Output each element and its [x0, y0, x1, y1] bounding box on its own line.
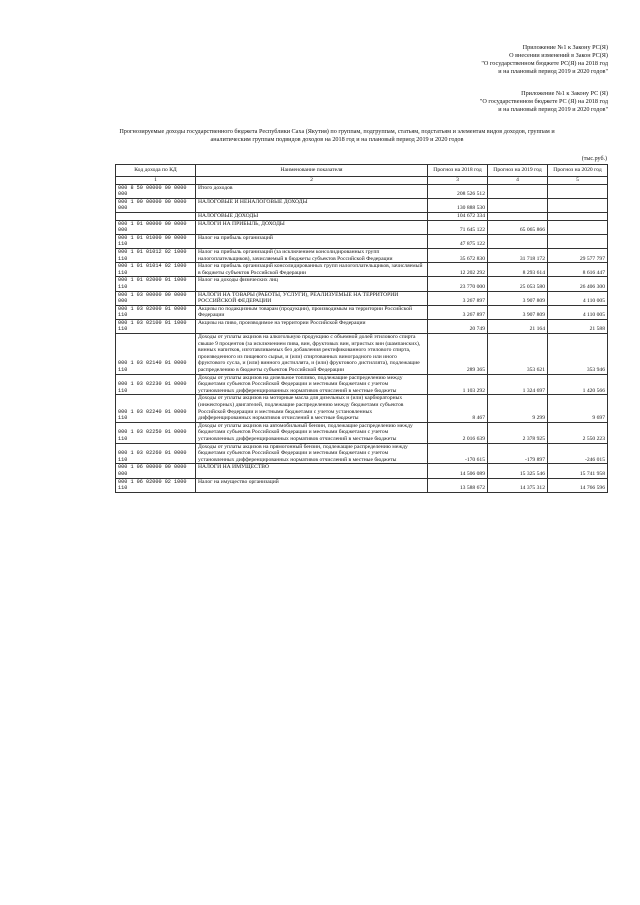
cell-name: Доходы от уплаты акцизов на дизельное топливо, подлежащие распределению между бюджетами субъектов Российской Федерации и местными бюджетами с учетом установленных дифференцированных нормативов отчислений в местные бюджеты: [196, 374, 428, 395]
cell-y2020: 9 697: [548, 395, 608, 422]
cell-y2019: 15 325 546: [488, 464, 548, 478]
cell-y2018: 23 770 000: [428, 277, 488, 291]
cell-y2018: 130 888 530: [428, 198, 488, 212]
cell-y2020: 21 588: [548, 319, 608, 333]
cell-y2018: 20 749: [428, 319, 488, 333]
cell-name: Доходы от уплаты акцизов на моторные масла для дизельных и (или) карбюраторных (инжекторных) двигателей, подлежащие распределению между бюджетами субъектов Российской Федерации и местными бюджетами с учетом установленных дифференцированных нормативов отчислений в местные бюджеты: [196, 395, 428, 422]
cell-y2019: [488, 198, 548, 212]
cell-y2019: 14 375 312: [488, 478, 548, 492]
cell-name: Налог на прибыль организаций консолидированных групп налогоплательщиков, зачисляемый в бюджеты субъектов Российской Федерации: [196, 263, 428, 277]
document-title-line: аналитическим группам подвидов доходов на 2018 год и на плановый период 2019 и 2020 годов: [210, 136, 464, 143]
table-header-row: [116, 165, 608, 177]
cell-code: 000 1 03 02140 01 0000 110: [116, 334, 196, 375]
table-row: [116, 305, 608, 319]
cell-y2018: 12 202 292: [428, 263, 488, 277]
annex-header-line: "О государственном бюджете РС (Я) на 2018 год: [479, 98, 608, 105]
cell-name: Доходы от уплаты акцизов на алкогольную продукцию с объемной долей этилового спирта свыше 9 процентов (за исключением пива, вин, фруктовых вин, игристых вин (шампанских), винных напитков, изготавливаемых без добавления ректификованного этилового спирта, произведенного из пищевого сырья, и (или) спиртованных виноградного или иного фруктового сусла, и (или) винного дистиллята, и (или) фруктового дистиллята), подлежащие распределению в бюджеты субъектов Российской Федерации: [196, 334, 428, 375]
cell-name: НАЛОГОВЫЕ И НЕНАЛОГОВЫЕ ДОХОДЫ: [196, 198, 428, 212]
cell-y2020: [548, 212, 608, 220]
table-row: [116, 248, 608, 262]
cell-name: Налог на прибыль организаций (за исключением консолидированных групп налогоплательщиков), зачисляемый в бюджеты субъектов Российской Федерации: [196, 248, 428, 262]
cell-y2018: 289 365: [428, 334, 488, 375]
table-row: [116, 234, 608, 248]
revenue-table: [115, 164, 608, 493]
annex-header-line: Приложение №1 к Закону РС(Я): [522, 44, 608, 51]
cell-y2019: 3 907 809: [488, 305, 548, 319]
unit-label: (тыс.руб.): [581, 156, 607, 162]
cell-y2018: 2 016 639: [428, 422, 488, 443]
cell-name: НАЛОГИ НА ТОВАРЫ (РАБОТЫ, УСЛУГИ), РЕАЛИЗУЕМЫЕ НА ТЕРРИТОРИИ РОССИЙСКОЙ ФЕДЕРАЦИИ: [196, 291, 428, 305]
header-code: Код дохода по КД: [116, 165, 196, 177]
cell-name: Налог на имущество организаций: [196, 478, 428, 492]
cell-code: 000 1 03 02260 01 0000 110: [116, 443, 196, 464]
cell-y2019: 31 718 172: [488, 248, 548, 262]
table-body: [116, 184, 608, 492]
annex-header-law: [480, 90, 608, 114]
header-2018: Прогноз на 2018 год: [428, 165, 488, 177]
cell-y2018: 13 588 672: [428, 478, 488, 492]
cell-y2019: [488, 212, 548, 220]
cell-code: 000 1 03 02100 01 1000 110: [116, 319, 196, 333]
table-row: [116, 478, 608, 492]
cell-y2018: 3 267 897: [428, 305, 488, 319]
table-row: [116, 263, 608, 277]
cell-name: Акцизы по подакцизным товарам (продукции), производимым на территории Российской Федерации: [196, 305, 428, 319]
cell-y2018: 104 672 334: [428, 212, 488, 220]
cell-y2019: [488, 234, 548, 248]
cell-y2020: 14 766 596: [548, 478, 608, 492]
document-title: [72, 128, 602, 144]
cell-y2019: 65 065 866: [488, 220, 548, 234]
annex-header-line: и на плановый период 2019 и 2020 годов": [498, 106, 608, 113]
cell-y2018: 8 467: [428, 395, 488, 422]
cell-y2018: -170 615: [428, 443, 488, 464]
cell-code: 000 1 06 00000 00 0000 000: [116, 464, 196, 478]
cell-name: Доходы от уплаты акцизов на автомобильный бензин, подлежащие распределению между бюджетами субъектов Российской Федерации и местными бюджетами с учетом установленных дифференцированных нормативов отчислений в местные бюджеты: [196, 422, 428, 443]
cell-y2018: 47 875 122: [428, 234, 488, 248]
annex-header-line: и на плановый период 2019 и 2020 годов": [498, 68, 608, 75]
cell-y2018: 71 645 122: [428, 220, 488, 234]
table-row: [116, 422, 608, 443]
annex-header-amendment: [481, 44, 608, 76]
cell-name: Акцизы на пиво, производимое на территории Российской Федерации: [196, 319, 428, 333]
table-row: [116, 319, 608, 333]
cell-y2019: 1 324 697: [488, 374, 548, 395]
cell-code: 000 1 01 00000 00 0000 000: [116, 220, 196, 234]
cell-y2020: [548, 198, 608, 212]
cell-y2020: [548, 220, 608, 234]
column-number: 5: [548, 177, 608, 185]
table-row: [116, 198, 608, 212]
annex-header-line: "О государственном бюджете РС(Я) на 2018 год: [481, 60, 608, 67]
cell-y2019: 353 621: [488, 334, 548, 375]
cell-y2020: 15 741 958: [548, 464, 608, 478]
cell-y2020: -246 015: [548, 443, 608, 464]
cell-y2019: 8 293 614: [488, 263, 548, 277]
cell-name: НАЛОГИ НА ПРИБЫЛЬ, ДОХОДЫ: [196, 220, 428, 234]
column-number-row: [116, 177, 608, 185]
cell-name: Налог на доходы физических лиц: [196, 277, 428, 291]
table-row: [116, 184, 608, 198]
cell-y2019: -179 897: [488, 443, 548, 464]
cell-name: Налог на прибыль организаций: [196, 234, 428, 248]
table-row: [116, 291, 608, 305]
table-row: [116, 443, 608, 464]
cell-y2020: 353 946: [548, 334, 608, 375]
header-2020: Прогноз на 2020 год: [548, 165, 608, 177]
cell-code: 000 1 01 02000 01 1000 110: [116, 277, 196, 291]
cell-name: НАЛОГИ НА ИМУЩЕСТВО: [196, 464, 428, 478]
cell-y2020: 4 110 005: [548, 291, 608, 305]
table-row: [116, 277, 608, 291]
cell-y2020: 1 420 566: [548, 374, 608, 395]
cell-code: 000 8 50 00000 00 0000 000: [116, 184, 196, 198]
cell-y2019: 25 053 580: [488, 277, 548, 291]
table-row: [116, 464, 608, 478]
cell-y2018: 208 526 512: [428, 184, 488, 198]
cell-y2018: 14 506 089: [428, 464, 488, 478]
cell-y2019: [488, 184, 548, 198]
table-row: [116, 220, 608, 234]
cell-y2020: 4 110 005: [548, 305, 608, 319]
cell-code: 000 1 03 00000 00 0000 000: [116, 291, 196, 305]
cell-code: 000 1 06 02000 02 1000 110: [116, 478, 196, 492]
header-name: Наименование показателя: [196, 165, 428, 177]
cell-y2019: 3 907 809: [488, 291, 548, 305]
cell-y2019: 9 299: [488, 395, 548, 422]
cell-name: Итого доходов: [196, 184, 428, 198]
cell-y2020: 29 577 797: [548, 248, 608, 262]
table-row: [116, 395, 608, 422]
cell-name: НАЛОГОВЫЕ ДОХОДЫ: [196, 212, 428, 220]
cell-y2020: [548, 184, 608, 198]
column-number: 1: [116, 177, 196, 185]
cell-y2020: 2 550 223: [548, 422, 608, 443]
cell-y2020: 8 616 447: [548, 263, 608, 277]
cell-code: 000 1 03 02250 01 0000 110: [116, 422, 196, 443]
column-number: 3: [428, 177, 488, 185]
annex-header-line: О внесении изменений в Закон РС(Я): [509, 52, 608, 59]
cell-code: 000 1 03 02000 01 0000 110: [116, 305, 196, 319]
cell-y2018: 1 103 292: [428, 374, 488, 395]
cell-code: 000 1 03 02240 01 0000 110: [116, 395, 196, 422]
cell-y2018: 35 672 830: [428, 248, 488, 262]
document-title-line: Прогнозируемые доходы государственного бюджета Республики Саха (Якутия) по группам, подгруппам, статьям, подстатьям и элементам видов доходов, группам и: [119, 128, 555, 135]
cell-code: [116, 212, 196, 220]
cell-code: 000 1 01 01014 02 1000 110: [116, 263, 196, 277]
cell-y2018: 3 267 897: [428, 291, 488, 305]
column-number: 2: [196, 177, 428, 185]
cell-name: Доходы от уплаты акцизов на прямогонный бензин, подлежащие распределению между бюджетами субъектов Российской Федерации и местными бюджетами с учетом установленных дифференцированных нормативов отчислений в местные бюджеты: [196, 443, 428, 464]
cell-code: 000 1 01 01012 02 1000 110: [116, 248, 196, 262]
table-row: [116, 374, 608, 395]
cell-code: 000 1 03 02230 01 0000 110: [116, 374, 196, 395]
column-number: 4: [488, 177, 548, 185]
header-2019: Прогноз на 2019 год: [488, 165, 548, 177]
cell-y2019: 21 164: [488, 319, 548, 333]
table-row: [116, 212, 608, 220]
cell-code: 000 1 00 00000 00 0000 000: [116, 198, 196, 212]
cell-y2019: 2 378 925: [488, 422, 548, 443]
cell-code: 000 1 01 01000 00 0000 110: [116, 234, 196, 248]
annex-header-line: Приложение №1 к Закону РС (Я): [521, 90, 608, 97]
cell-y2020: 26 406 300: [548, 277, 608, 291]
table-row: [116, 334, 608, 375]
cell-y2020: [548, 234, 608, 248]
